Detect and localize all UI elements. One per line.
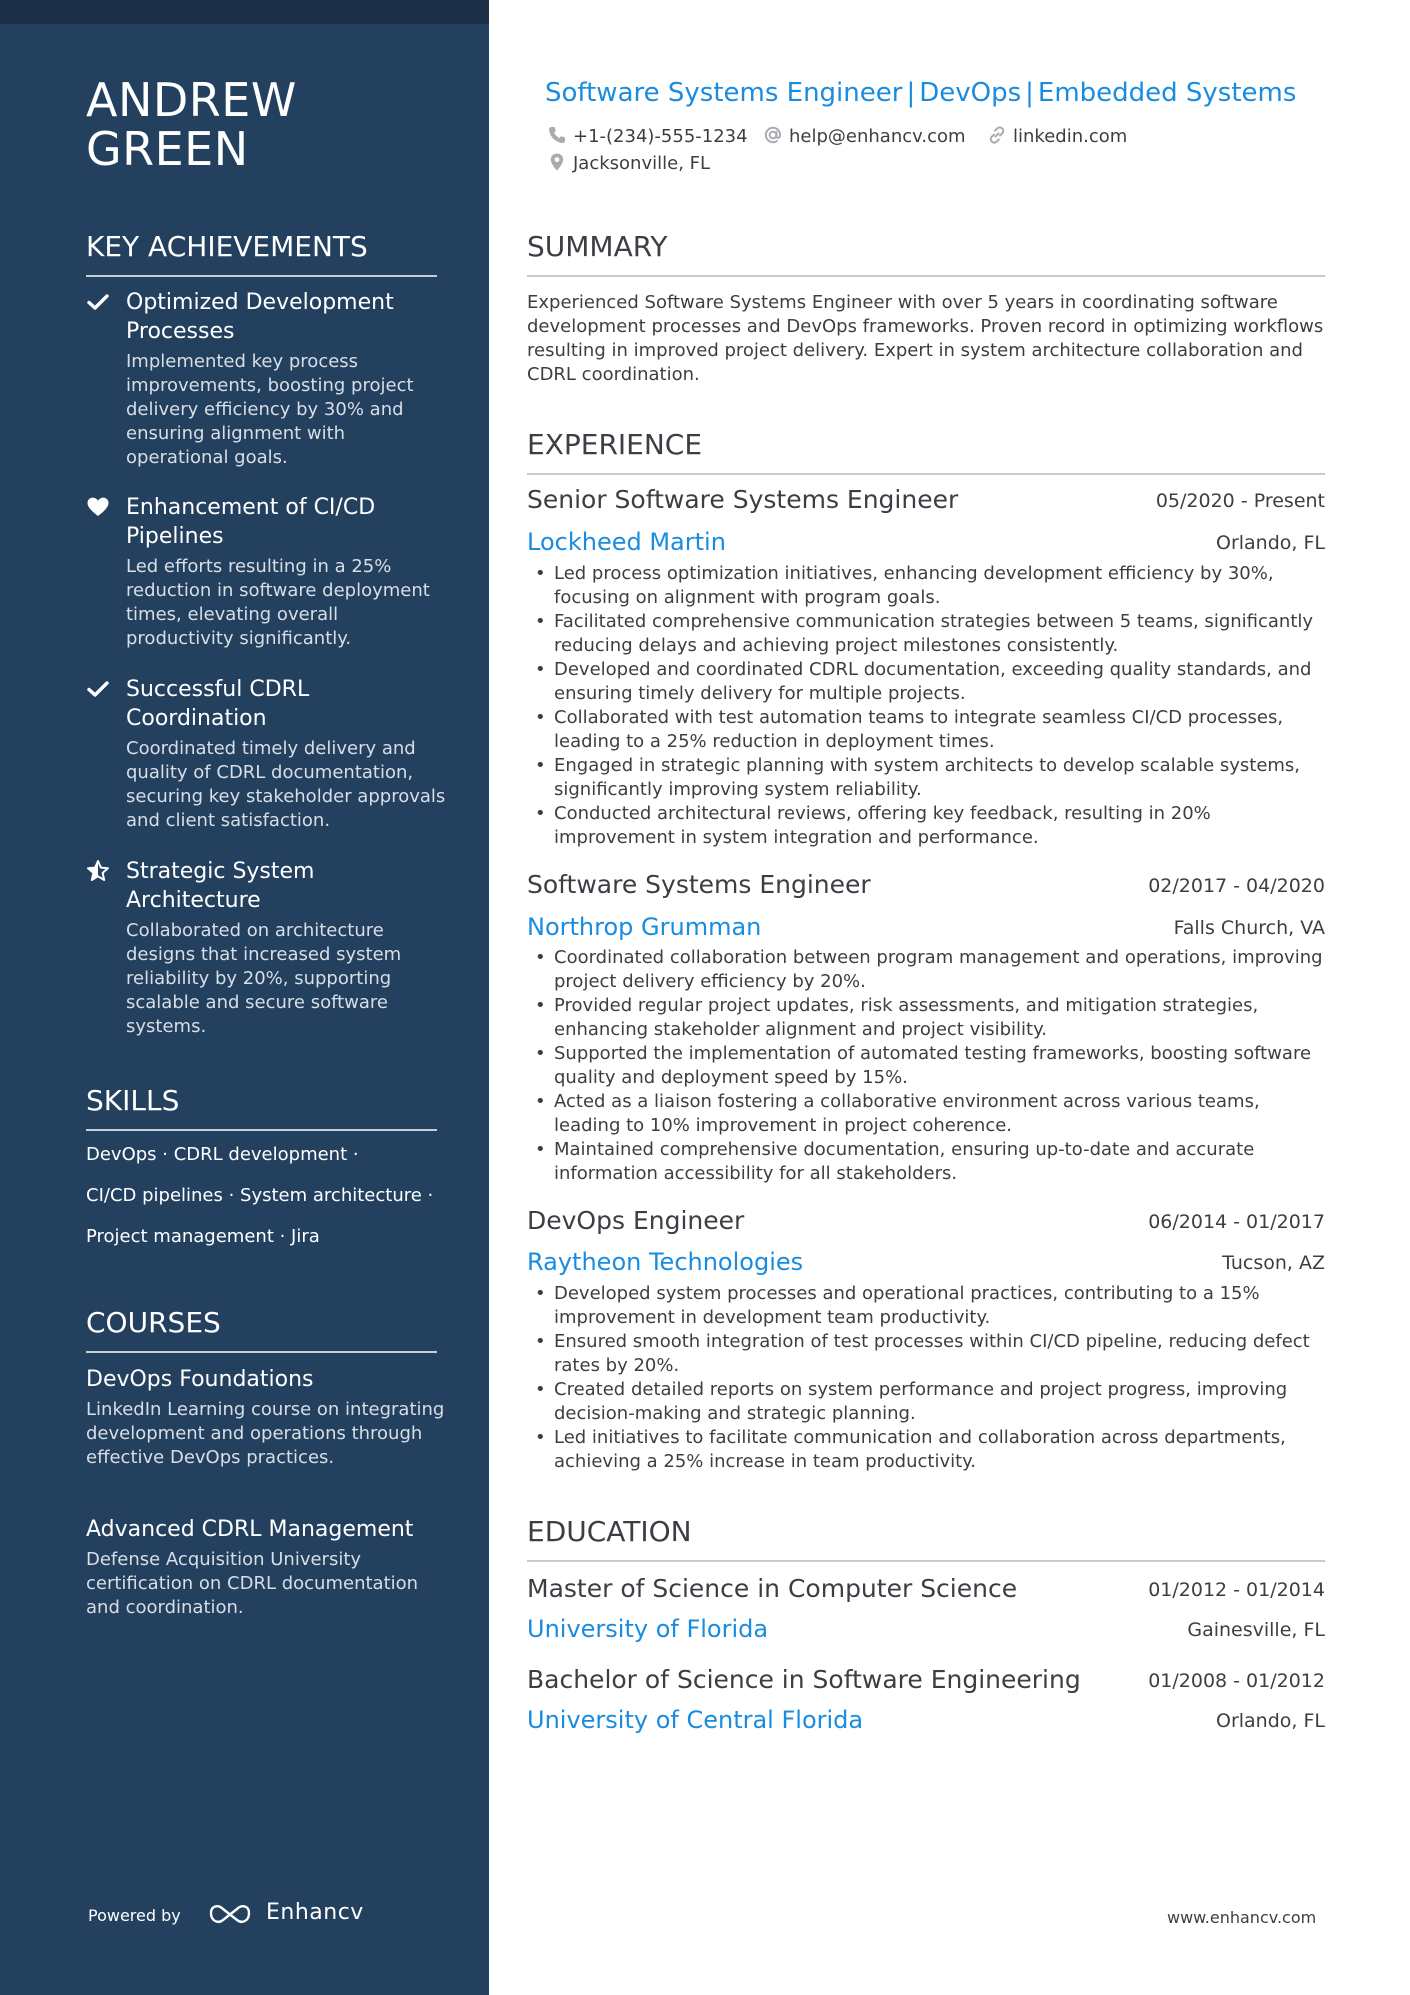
job-location: Tucson, AZ	[1222, 1252, 1325, 1274]
achievement-title: Optimized Development Processes	[126, 290, 394, 344]
job-location: Falls Church, VA	[1173, 917, 1325, 939]
degree-dates: 01/2012 - 01/2014	[1148, 1579, 1325, 1601]
list-item: • Acted as a liaison fostering a collaborative environment across various teams, leading to 10% improvement in project coherence.	[527, 1090, 1325, 1138]
achievement-description: Coordinated timely delivery and quality of CDRL documentation, securing key stakeholder approvals and client satisfaction.	[126, 738, 446, 831]
list-item: • Provided regular project updates, risk assessments, and mitigation strategies, enhancing stakeholder alignment and project visibility.	[527, 994, 1325, 1042]
location-pin-icon	[547, 152, 567, 172]
list-item: • Supported the implementation of automated testing frameworks, boosting software quality and deployment speed by 15%.	[527, 1042, 1325, 1090]
main-content	[489, 0, 1410, 1995]
job-title-row	[527, 484, 1325, 516]
list-item: • Engaged in strategic planning with system architects to develop scalable systems, significantly improving system reliability.	[527, 754, 1325, 802]
courses-heading: COURSES	[86, 1306, 437, 1353]
headline-role: DevOps	[919, 78, 1022, 108]
location-text: Jacksonville, FL	[573, 153, 711, 174]
key-achievements-heading: KEY ACHIEVEMENTS	[86, 230, 437, 277]
achievement-title: Enhancement of CI/CD Pipelines	[126, 495, 376, 549]
powered-by-label: Powered by	[88, 1906, 181, 1925]
degree-row	[527, 1573, 1325, 1605]
job-company-row	[527, 1246, 1325, 1278]
enhancv-brand-link[interactable]: Enhancv	[266, 1900, 364, 1925]
candidate-name: ANDREW GREEN	[86, 73, 297, 176]
heart-icon	[86, 495, 110, 519]
list-item: • Conducted architectural reviews, offering key feedback, resulting in 20% improvement in system integration and performance.	[527, 802, 1325, 850]
school-name[interactable]: University of Central Florida	[527, 1706, 864, 1734]
course-description: Defense Acquisition University certification on CDRL documentation and coordination.	[86, 1549, 419, 1618]
course-title: DevOps Foundations	[86, 1367, 314, 1392]
job-title-row	[527, 869, 1325, 901]
phone-text: +1-(234)-555-1234	[573, 126, 748, 147]
achievement-item	[86, 857, 446, 1039]
half-star-icon	[86, 859, 110, 883]
achievement-description: Led efforts resulting in a 25% reduction in software deployment times, elevating overall productivity significantly.	[126, 556, 430, 649]
skills-line: Project management · Jira	[86, 1226, 320, 1247]
sidebar	[0, 0, 489, 1995]
school-location: Orlando, FL	[1215, 1710, 1325, 1732]
company-name[interactable]: Raytheon Technologies	[527, 1248, 804, 1276]
course-item	[86, 1515, 446, 1620]
headline-separator: |	[906, 78, 916, 108]
headline-separator: |	[1025, 78, 1034, 108]
location-contact	[547, 152, 710, 176]
headline	[545, 76, 1365, 110]
experience-heading: EXPERIENCE	[527, 428, 1325, 475]
school-row	[527, 1613, 1325, 1645]
linkedin-text: linkedin.com	[1013, 126, 1128, 147]
course-item	[86, 1365, 446, 1470]
at-icon	[763, 125, 783, 145]
list-item: • Developed and coordinated CDRL documentation, exceeding quality standards, and ensuring timely delivery for multiple projects.	[527, 658, 1325, 706]
job-title: Senior Software Systems Engineer	[527, 485, 959, 514]
achievement-description: Implemented key process improvements, boosting project delivery efficiency by 30% and ensuring alignment with operational goals.	[126, 351, 414, 468]
skills-line: DevOps · CDRL development ·	[86, 1144, 359, 1165]
achievement-item	[86, 288, 446, 470]
job-company-row	[527, 911, 1325, 943]
school-name[interactable]: University of Florida	[527, 1615, 769, 1643]
list-item: • Led process optimization initiatives, enhancing development efficiency by 30%, focusing on alignment with program goals.	[527, 562, 1325, 610]
job-dates: 06/2014 - 01/2017	[1148, 1211, 1325, 1233]
list-item: • Led initiatives to facilitate communication and collaboration across departments, achieving a 25% increase in team productivity.	[527, 1426, 1325, 1474]
list-item: • Facilitated comprehensive communication strategies between 5 teams, significantly reducing delays and achieving project milestones consistently.	[527, 610, 1325, 658]
job-dates: 02/2017 - 04/2020	[1148, 875, 1325, 897]
job-bullets	[527, 946, 1325, 1186]
job-dates: 05/2020 - Present	[1155, 490, 1325, 512]
summary-heading: SUMMARY	[527, 230, 1325, 277]
headline-role: Software Systems Engineer	[545, 78, 903, 108]
list-item: • Coordinated collaboration between program management and operations, improving project delivery efficiency by 20%.	[527, 946, 1325, 994]
school-row	[527, 1704, 1325, 1736]
job-bullets	[527, 1282, 1325, 1474]
list-item: • Ensured smooth integration of test processes within CI/CD pipeline, reducing defect rates by 20%.	[527, 1330, 1325, 1378]
degree-dates: 01/2008 - 01/2012	[1148, 1670, 1325, 1692]
footer-website-link[interactable]: www.enhancv.com	[1167, 1908, 1317, 1927]
course-description: LinkedIn Learning course on integrating development and operations through effective DevOps practices.	[86, 1399, 445, 1468]
summary-text: Experienced Software Systems Engineer with over 5 years in coordinating software development processes and DevOps frameworks. Proven record in optimizing workflows resulting in improved project delivery. Expert in system architecture collaboration and CDRL coordination.	[527, 292, 1324, 385]
job-location: Orlando, FL	[1215, 532, 1325, 554]
list-item: • Maintained comprehensive documentation, ensuring up-to-date and accurate information accessibility for all stakeholders.	[527, 1138, 1325, 1186]
phone-contact[interactable]	[547, 125, 748, 149]
job-title: Software Systems Engineer	[527, 870, 871, 899]
list-item: • Developed system processes and operational practices, contributing to a 15% improvement in development team productivity.	[527, 1282, 1325, 1330]
linkedin-contact[interactable]	[987, 125, 1127, 149]
sidebar-top-strip	[0, 0, 489, 24]
degree-title: Bachelor of Science in Software Engineering	[527, 1665, 1081, 1694]
job-company-row	[527, 526, 1325, 558]
course-title: Advanced CDRL Management	[86, 1517, 414, 1542]
achievement-title: Strategic System Architecture	[126, 859, 315, 913]
degree-row	[527, 1664, 1325, 1696]
company-name[interactable]: Northrop Grumman	[527, 913, 762, 941]
check-icon	[86, 290, 110, 314]
link-icon	[987, 125, 1007, 145]
job-title: DevOps Engineer	[527, 1206, 745, 1235]
skills-heading: SKILLS	[86, 1084, 437, 1131]
company-name[interactable]: Lockheed Martin	[527, 528, 726, 556]
list-item: • Collaborated with test automation teams to integrate seamless CI/CD processes, leading to a 25% reduction in deployment times.	[527, 706, 1325, 754]
achievement-item	[86, 675, 446, 833]
job-title-row	[527, 1205, 1325, 1237]
enhancv-logo-icon[interactable]	[208, 1900, 252, 1926]
achievement-item	[86, 493, 446, 651]
degree-title: Master of Science in Computer Science	[527, 1574, 1018, 1603]
headline-role: Embedded Systems	[1037, 78, 1297, 108]
school-location: Gainesville, FL	[1187, 1619, 1325, 1641]
email-contact[interactable]	[763, 125, 966, 149]
email-text: help@enhancv.com	[789, 126, 966, 147]
check-icon	[86, 677, 110, 701]
skills-list	[86, 1143, 446, 1266]
education-heading: EDUCATION	[527, 1515, 1325, 1562]
phone-icon	[547, 125, 567, 145]
list-item: • Created detailed reports on system performance and project progress, improving decision-making and strategic planning.	[527, 1378, 1325, 1426]
job-bullets	[527, 562, 1325, 850]
skills-line: CI/CD pipelines · System architecture ·	[86, 1185, 434, 1206]
achievement-title: Successful CDRL Coordination	[126, 677, 310, 731]
achievement-description: Collaborated on architecture designs that increased system reliability by 20%, supporting scalable and secure software systems.	[126, 920, 402, 1037]
